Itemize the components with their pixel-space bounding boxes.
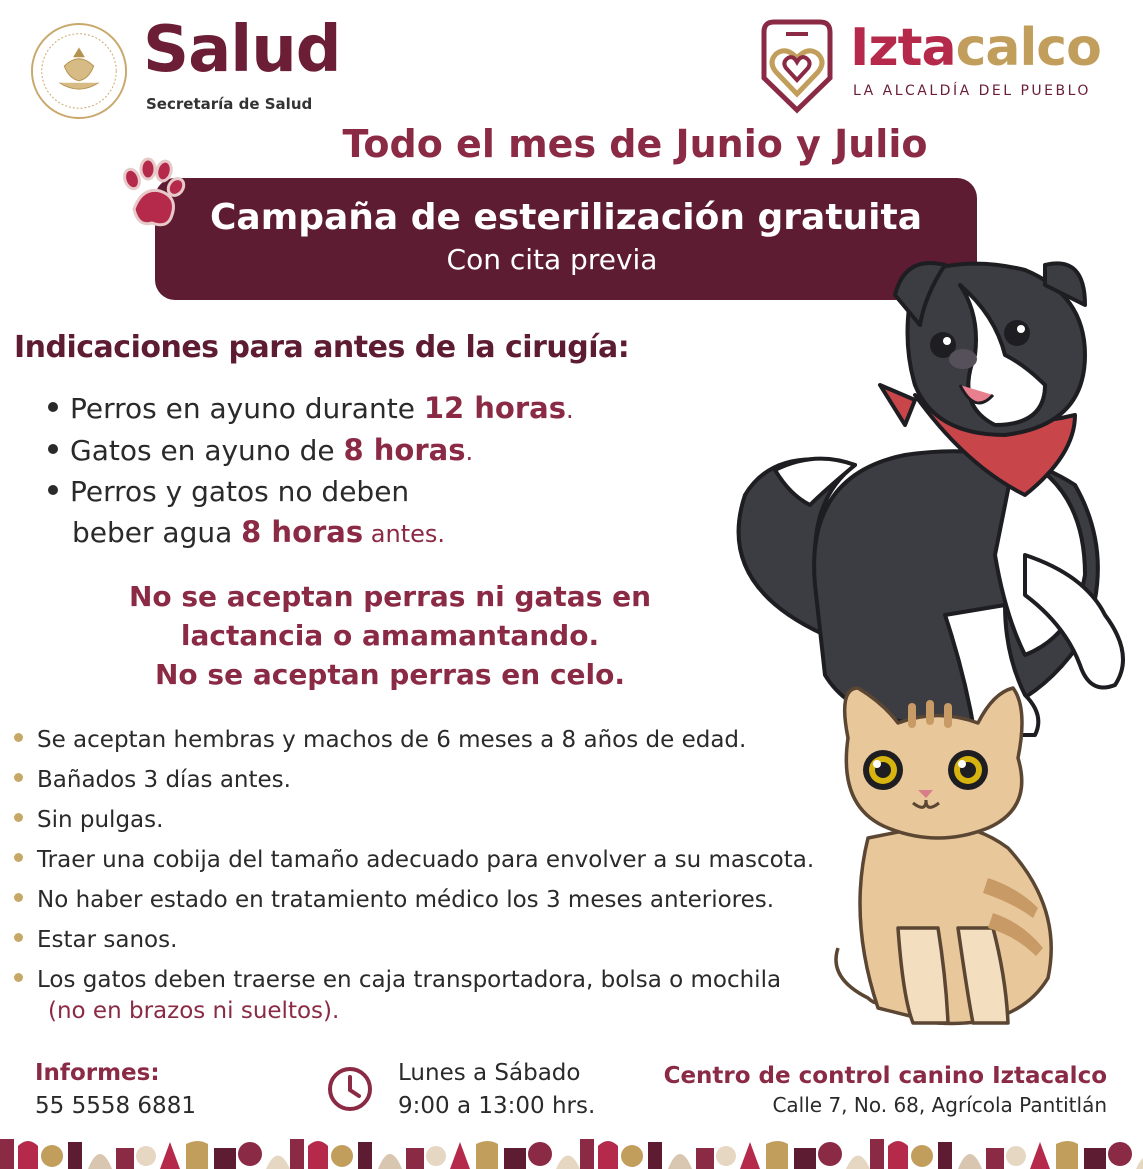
warning-line: lactancia o amamantando.: [180, 619, 600, 652]
list-item: [14, 800, 854, 840]
list-item: [14, 920, 854, 960]
izta-word-part2: calco: [955, 18, 1101, 78]
iztacalco-tagline: LA ALCALDÍA DEL PUEBLO: [853, 83, 1091, 99]
item-text: Perros y gatos no deben: [70, 475, 410, 508]
list-item: [48, 388, 688, 430]
item-highlight: 8 horas: [343, 433, 466, 467]
schedule-hours: 9:00 a 13:00 hrs.: [398, 1093, 596, 1119]
iztacalco-heart-logo-icon: [756, 18, 838, 114]
month-title: Todo el mes de Junio y Julio: [342, 122, 928, 166]
requirements-note: (no en brazos ni sueltos).: [48, 998, 340, 1024]
item-text: Sin pulgas.: [37, 807, 164, 833]
warning-notice: [60, 577, 720, 694]
bullet-icon: [48, 485, 58, 495]
item-text-tail: antes.: [363, 520, 445, 548]
item-text: Traer una cobija del tamaño adecuado para envolver a su mascota.: [37, 847, 815, 873]
banner-title: Campaña de esterilización gratuita: [209, 197, 923, 238]
item-text: Bañados 3 días antes.: [37, 767, 291, 793]
list-item-continuation: [48, 512, 688, 554]
requirements-list: [14, 720, 854, 1000]
item-text-tail: .: [465, 438, 474, 466]
indications-list: [48, 388, 688, 554]
info-phone: 55 5558 6881: [35, 1093, 196, 1119]
salud-logo-text: Salud: [143, 13, 341, 87]
item-text-tail: .: [565, 396, 574, 424]
bullet-icon: [48, 444, 58, 454]
bullet-icon: [14, 933, 23, 942]
item-text: Gatos en ayuno de: [70, 434, 344, 467]
list-item: [14, 760, 854, 800]
mexico-seal-icon: [30, 22, 128, 120]
list-item: [14, 880, 854, 920]
warning-line: No se aceptan perras en celo.: [155, 658, 625, 691]
info-label: Informes:: [35, 1060, 160, 1086]
dog-illustration: [705, 255, 1143, 750]
list-item: [14, 840, 854, 880]
center-name: Centro de control canino Iztacalco: [663, 1063, 1107, 1089]
decorative-pattern-strip: [0, 1134, 1143, 1169]
bullet-icon: [14, 813, 23, 822]
bullet-icon: [14, 733, 23, 742]
item-text: beber agua: [72, 516, 242, 549]
item-text: Los gatos deben traerse en caja transportadora, bolsa o mochila: [37, 967, 782, 993]
item-text: No haber estado en tratamiento médico los 3 meses anteriores.: [37, 887, 775, 913]
paw-icon: [112, 157, 192, 237]
list-item: [48, 430, 688, 472]
item-text: Estar sanos.: [37, 927, 178, 953]
iztacalco-logo-text: [850, 18, 1101, 78]
center-address: Calle 7, No. 68, Agrícola Pantitlán: [772, 1093, 1107, 1117]
bullet-icon: [14, 773, 23, 782]
item-text: Se aceptan hembras y machos de 6 meses a 8 años de edad.: [37, 727, 747, 753]
bullet-icon: [14, 973, 23, 982]
schedule-days: Lunes a Sábado: [398, 1060, 581, 1086]
banner-subtitle: Con cita previa: [446, 243, 658, 276]
item-text: Perros en ayuno durante: [70, 392, 424, 425]
item-highlight: 12 horas: [423, 391, 566, 425]
clock-icon: [326, 1065, 374, 1113]
salud-subtitle: Secretaría de Salud: [146, 95, 313, 113]
item-highlight: 8 horas: [241, 515, 364, 549]
izta-word-part1: Izta: [850, 18, 956, 78]
bullet-icon: [14, 853, 23, 862]
bullet-icon: [14, 893, 23, 902]
cat-illustration: [818, 678, 1068, 1043]
bullet-icon: [48, 402, 58, 412]
list-item: [14, 960, 854, 1000]
warning-line: No se aceptan perras ni gatas en: [128, 580, 652, 613]
indications-heading: Indicaciones para antes de la cirugía:: [14, 330, 630, 365]
list-item: [48, 472, 688, 512]
